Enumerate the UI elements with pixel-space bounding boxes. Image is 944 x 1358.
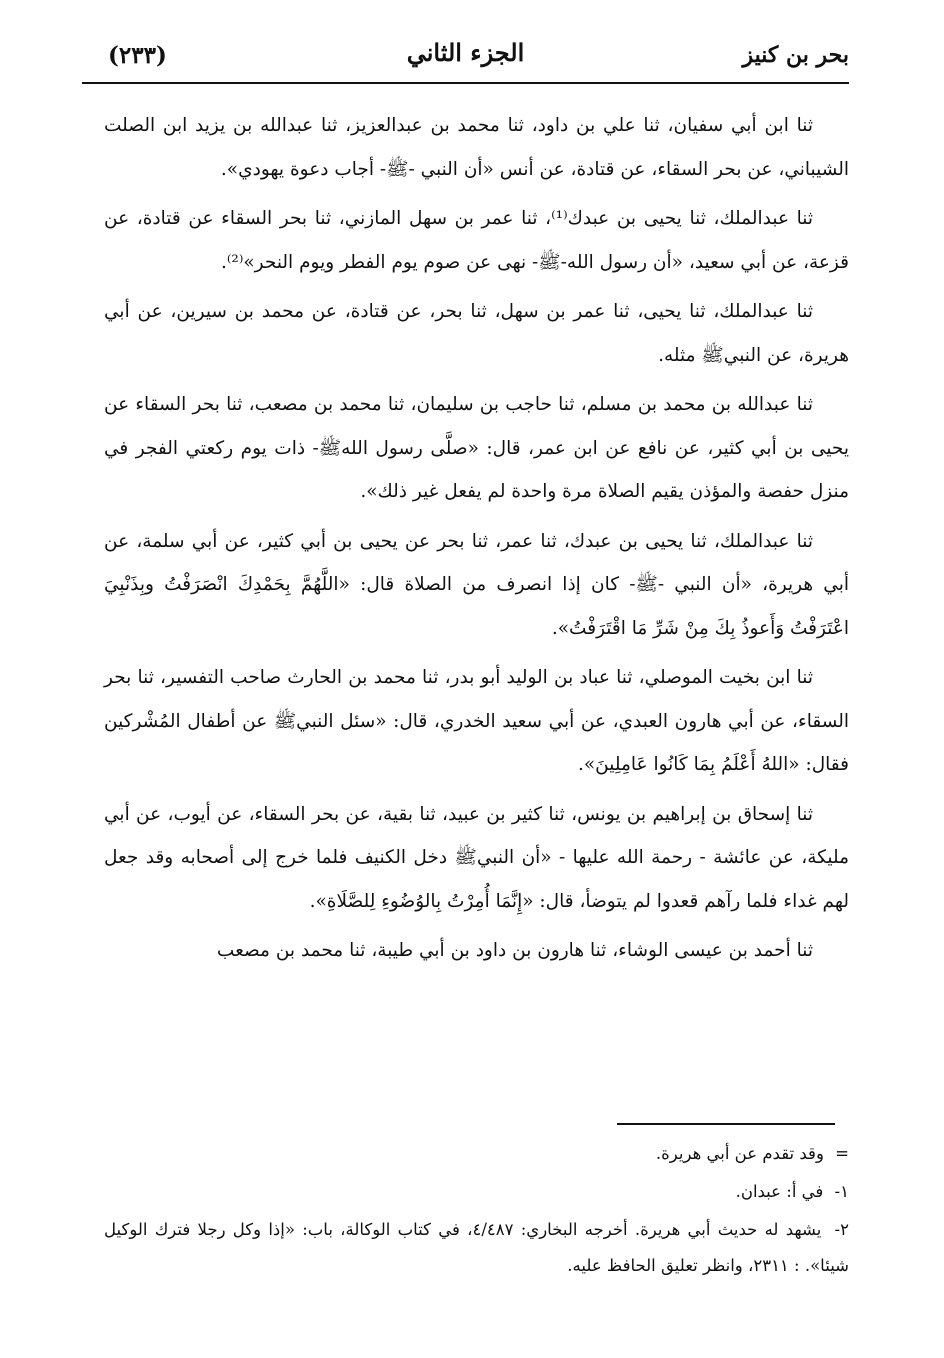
book-author-title: بحر بن كنيز: [742, 42, 849, 68]
footnote-mark: ٢-: [834, 1220, 849, 1239]
footnote-text: وقد تقدم عن أبي هريرة.: [655, 1144, 824, 1163]
part-title: الجزء الثاني: [406, 38, 525, 67]
hadith-paragraph: ثنا عبدالملك، ثنا يحيى بن عبدك⁽¹⁾، ثنا عمر بن سهل المازني، ثنا بحر السقاء عن قتادة، عن قزعة، عن أبي سعيد، «أن رسول الله-ﷺ- نهى عن صوم يوم الفطر ويوم النحر»⁽²⁾.: [104, 208, 849, 273]
footnote-text: في أ: عبدان.: [735, 1182, 824, 1201]
main-text: [104, 104, 849, 979]
footnotes: [104, 1136, 849, 1286]
hadith-paragraph: ثنا عبدالله بن محمد بن مسلم، ثنا حاجب بن سليمان، ثنا محمد بن مصعب، ثنا بحر السقاء عن يحيى بن أبي كثير، عن نافع عن ابن عمر، قال: «صلَّى رسول اللهﷺ- ذات يوم ركعتي الفجر في منزل حفصة والمؤذن يقيم الصلاة مرة واحدة لم يفعل غير ذلك».: [104, 394, 849, 502]
footnote-mark: ١-: [834, 1182, 849, 1201]
hadith-paragraph: ثنا عبدالملك، ثنا يحيى، ثنا عمر بن سهل، ثنا بحر، عن قتادة، عن محمد بن سيرين، عن أبي هريرة، عن النبيﷺ مثله.: [104, 301, 849, 366]
footnote-text: يشهد له حديث أبي هريرة. أخرجه البخاري: ٤/٤٨٧، في كتاب الوكالة، باب: «إذا وكل رجلا فترك الوكيل شيئا». : ٢٣١١، وانظر تعليق الحافظ عليه.: [104, 1220, 849, 1275]
running-header: [82, 38, 849, 80]
page-number: (٢٣٣): [108, 42, 167, 69]
hadith-paragraph: ثنا أحمد بن عيسى الوشاء، ثنا هارون بن داود بن أبي طيبة، ثنا محمد بن مصعب: [216, 940, 813, 961]
hadith-paragraph: ثنا إسحاق بن إبراهيم بن يونس، ثنا كثير بن عبيد، ثنا بقية، عن بحر السقاء، عن أيوب، عن أبي مليكة، عن عائشة - رحمة الله عليها - «أن النبيﷺ دخل الكنيف فلما خرج إلى أصحابه وقد جعل لهم غداء فلما رآهم قعدوا لم يتوضأ، قال: «إِنَّمَا أُمِرْتُ بِالوُضُوءِ لِلصَّلَاةِ».: [104, 803, 849, 912]
hadith-paragraph: ثنا ابن أبي سفيان، ثنا علي بن داود، ثنا محمد بن عبدالعزيز، ثنا عبدالله بن يزيد ابن الصلت الشيباني، عن بحر السقاء، عن قتادة، عن أنس «أن النبي -ﷺ- أجاب دعوة يهودي».: [104, 115, 849, 180]
header-divider: [82, 82, 849, 84]
footnote-item: [104, 1212, 849, 1284]
footnote-divider: [617, 1123, 835, 1125]
footnote-item: [104, 1174, 849, 1210]
hadith-paragraph: ثنا عبدالملك، ثنا يحيى بن عبدك، ثنا عمر، ثنا بحر عن يحيى بن أبي كثير، عن أبي سلمة، عن أبي هريرة، «أن النبي -ﷺ- كان إذا انصرف من الصلاة قال: «اللَّهُمَّ بِحَمْدِكَ انْصَرَفْتُ وبِذَنْبِيَ اعْتَرَفْتُ وَأَعوذُ بِكَ مِنْ شَرِّ مَا اقْتَرَفْتُ».: [104, 530, 849, 639]
footnote-mark: =: [835, 1144, 849, 1163]
footnote-item: [104, 1136, 849, 1172]
hadith-paragraph: ثنا ابن بخيت الموصلي، ثنا عباد بن الوليد أبو بدر، ثنا محمد بن الحارث صاحب التفسير، ثنا بحر السقاء، عن أبي هارون العبدي، عن أبي سعيد الخدري، قال: «سئل النبيﷺ عن أطفال المُشْركين فقال: «اللهُ أَعْلَمُ بِمَا كَانُوا عَامِلِينَ».: [104, 667, 849, 775]
